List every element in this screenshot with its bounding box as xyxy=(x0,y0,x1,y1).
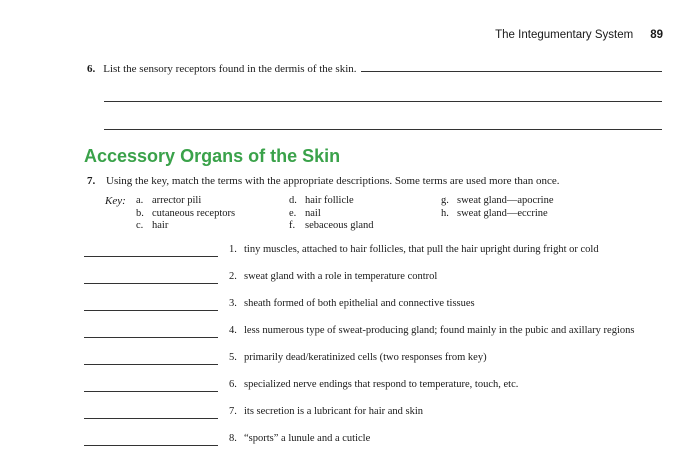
match-item-number: 7. xyxy=(229,406,237,417)
answer-blank[interactable] xyxy=(84,310,218,311)
match-item-2 xyxy=(84,271,700,291)
answer-blank[interactable] xyxy=(84,256,218,257)
match-item-number: 1. xyxy=(229,244,237,255)
match-item-3 xyxy=(84,298,700,318)
key-column-1 xyxy=(136,195,235,233)
match-item-1 xyxy=(84,244,700,264)
match-item-number: 5. xyxy=(229,352,237,363)
match-item-text: tiny muscles, attached to hair follicles, that pull the hair upright during fright or cold xyxy=(244,244,599,255)
key-item-d: d. hair follicle xyxy=(289,195,354,206)
match-item-8 xyxy=(84,433,700,453)
match-item-7 xyxy=(84,406,700,426)
answer-blank[interactable] xyxy=(84,391,218,392)
match-item-text: “sports” a lunule and a cuticle xyxy=(244,433,371,444)
question-6-number: 6. xyxy=(87,63,96,75)
answer-line-6a[interactable] xyxy=(361,70,662,72)
answer-blank[interactable] xyxy=(84,283,218,284)
answer-blank[interactable] xyxy=(84,337,218,338)
match-item-text: sheath formed of both epithelial and connective tissues xyxy=(244,298,475,309)
key-item-c: c. hair xyxy=(136,220,169,231)
match-item-text: primarily dead/keratinized cells (two responses from key) xyxy=(244,352,487,363)
key-item-b: b. cutaneous receptors xyxy=(136,207,236,219)
question-6 xyxy=(87,63,662,75)
section-title: Accessory Organs of the Skin xyxy=(84,146,341,166)
page-number: 89 xyxy=(650,29,663,41)
match-item-number: 8. xyxy=(229,433,237,444)
question-7-number: 7. xyxy=(87,175,96,187)
page-header xyxy=(495,29,663,41)
match-item-text: its secretion is a lubricant for hair and skin xyxy=(244,406,424,417)
answer-line-6b[interactable] xyxy=(104,101,662,102)
question-7 xyxy=(87,175,560,187)
match-item-6 xyxy=(84,379,700,399)
match-item-number: 3. xyxy=(229,298,237,309)
answer-line-6c[interactable] xyxy=(104,129,662,130)
match-item-text: less numerous type of sweat-producing gland; found mainly in the pubic and axillary regions xyxy=(244,325,635,336)
question-6-text: List the sensory receptors found in the dermis of the skin. xyxy=(103,63,357,75)
question-7-text: Using the key, match the terms with the appropriate descriptions. Some terms are used more than once. xyxy=(106,175,560,187)
answer-blank[interactable] xyxy=(84,418,218,419)
match-item-5 xyxy=(84,352,700,372)
key-item-g: g. sweat gland—apocrine xyxy=(441,195,554,206)
match-item-number: 2. xyxy=(229,271,237,282)
match-item-number: 6. xyxy=(229,379,237,390)
key-item-a: a. arrector pili xyxy=(136,195,202,206)
match-item-text: specialized nerve endings that respond to temperature, touch, etc. xyxy=(244,379,519,390)
answer-blank[interactable] xyxy=(84,364,218,365)
key-column-2 xyxy=(289,195,374,233)
key-item-h: h. sweat gland—eccrine xyxy=(441,207,548,219)
match-item-text: sweat gland with a role in temperature control xyxy=(244,271,438,282)
key-column-3 xyxy=(441,195,554,220)
key-label: Key: xyxy=(105,195,126,207)
match-item-4 xyxy=(84,325,700,345)
chapter-title: The Integumentary System xyxy=(495,29,634,41)
key-item-e: e. nail xyxy=(289,207,321,219)
key-item-f: f. sebaceous gland xyxy=(289,220,374,231)
answer-blank[interactable] xyxy=(84,445,218,446)
match-item-number: 4. xyxy=(229,325,237,336)
